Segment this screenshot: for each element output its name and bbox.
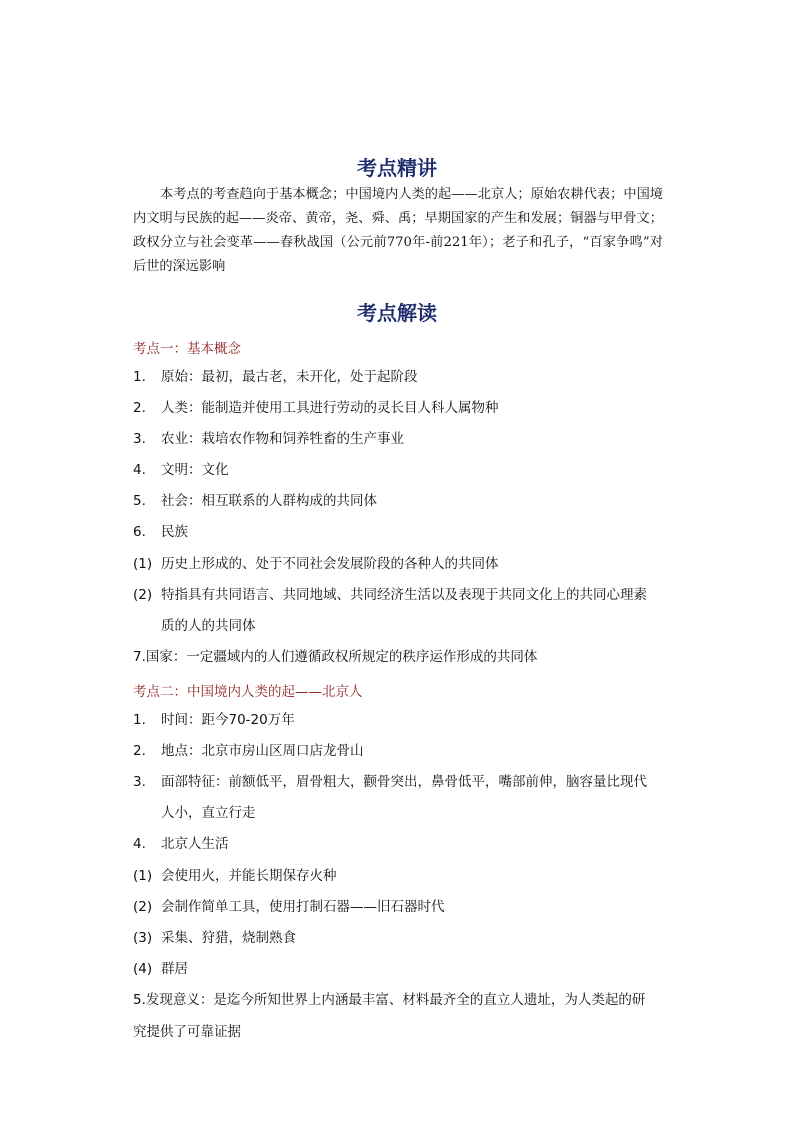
list-item: (2) 特指具有共同语言、共同地域、共同经济生活以及表现于共同文化上的共同心理素 [133,587,647,603]
list-item: 5.发现意义：是迄今所知世界上内涵最丰富、材料最齐全的直立人遗址，为人类起的研 [133,992,646,1008]
section-title-key-points: 考点精讲 [357,156,437,180]
list-item: (1) 历史上形成的、处于不同社会发展阶段的各种人的共同体 [133,556,499,572]
list-item: (4) 群居 [133,961,188,977]
list-item: 5. 社会：相互联系的人群构成的共同体 [133,493,377,509]
list-item: (3) 采集、狩猎，烧制熟食 [133,930,296,946]
intro-text: 本考点的考查趋向于基本概念；中国境内人类的起——北京人；原始农耕代表；中国境内文明与民族的起——炎帝、黄帝，尧、舜、禹；早期国家的产生和发展；铜器与甲骨文；政权分立与社会变革——春秋战国（公元前770年-前221年）；老子和孔子，“百家争鸣”对后世的深远影响 [133,187,663,274]
point1-heading: 考点一：基本概念 [133,341,241,357]
list-item-continuation: 究提供了可靠证据 [133,1024,241,1040]
list-item-continuation: 质的人的共同体 [161,618,256,634]
list-item: 2. 人类：能制造并使用工具进行劳动的灵长目人科人属物种 [133,400,499,416]
list-item: (1) 会使用火，并能长期保存火种 [133,868,337,884]
list-item: 2. 地点：北京市房山区周口店龙骨山 [133,743,364,759]
list-item: 1. 原始：最初，最古老，未开化，处于起阶段 [133,369,418,385]
list-item: 6. 民族 [133,524,188,540]
list-item: 4. 北京人生活 [133,836,229,852]
list-item: 7.国家：一定疆域内的人们遵循政权所规定的秩序运作形成的共同体 [133,649,538,665]
list-item: 3. 农业：栽培农作物和饲养牲畜的生产事业 [133,431,404,447]
list-item: (2) 会制作简单工具，使用打制石器——旧石器时代 [133,899,445,915]
intro-paragraph [133,183,663,279]
list-item: 3. 面部特征：前额低平，眉骨粗大，颧骨突出，鼻骨低平，嘴部前伸，脑容量比现代 [133,774,647,790]
section-title-interpretation: 考点解读 [357,301,437,325]
list-item: 4. 文明：文化 [133,462,229,478]
list-item: 1. 时间：距今70-20万年 [133,712,295,728]
list-item-continuation: 人小，直立行走 [161,805,256,821]
point2-heading: 考点二：中国境内人类的起——北京人 [133,684,363,700]
